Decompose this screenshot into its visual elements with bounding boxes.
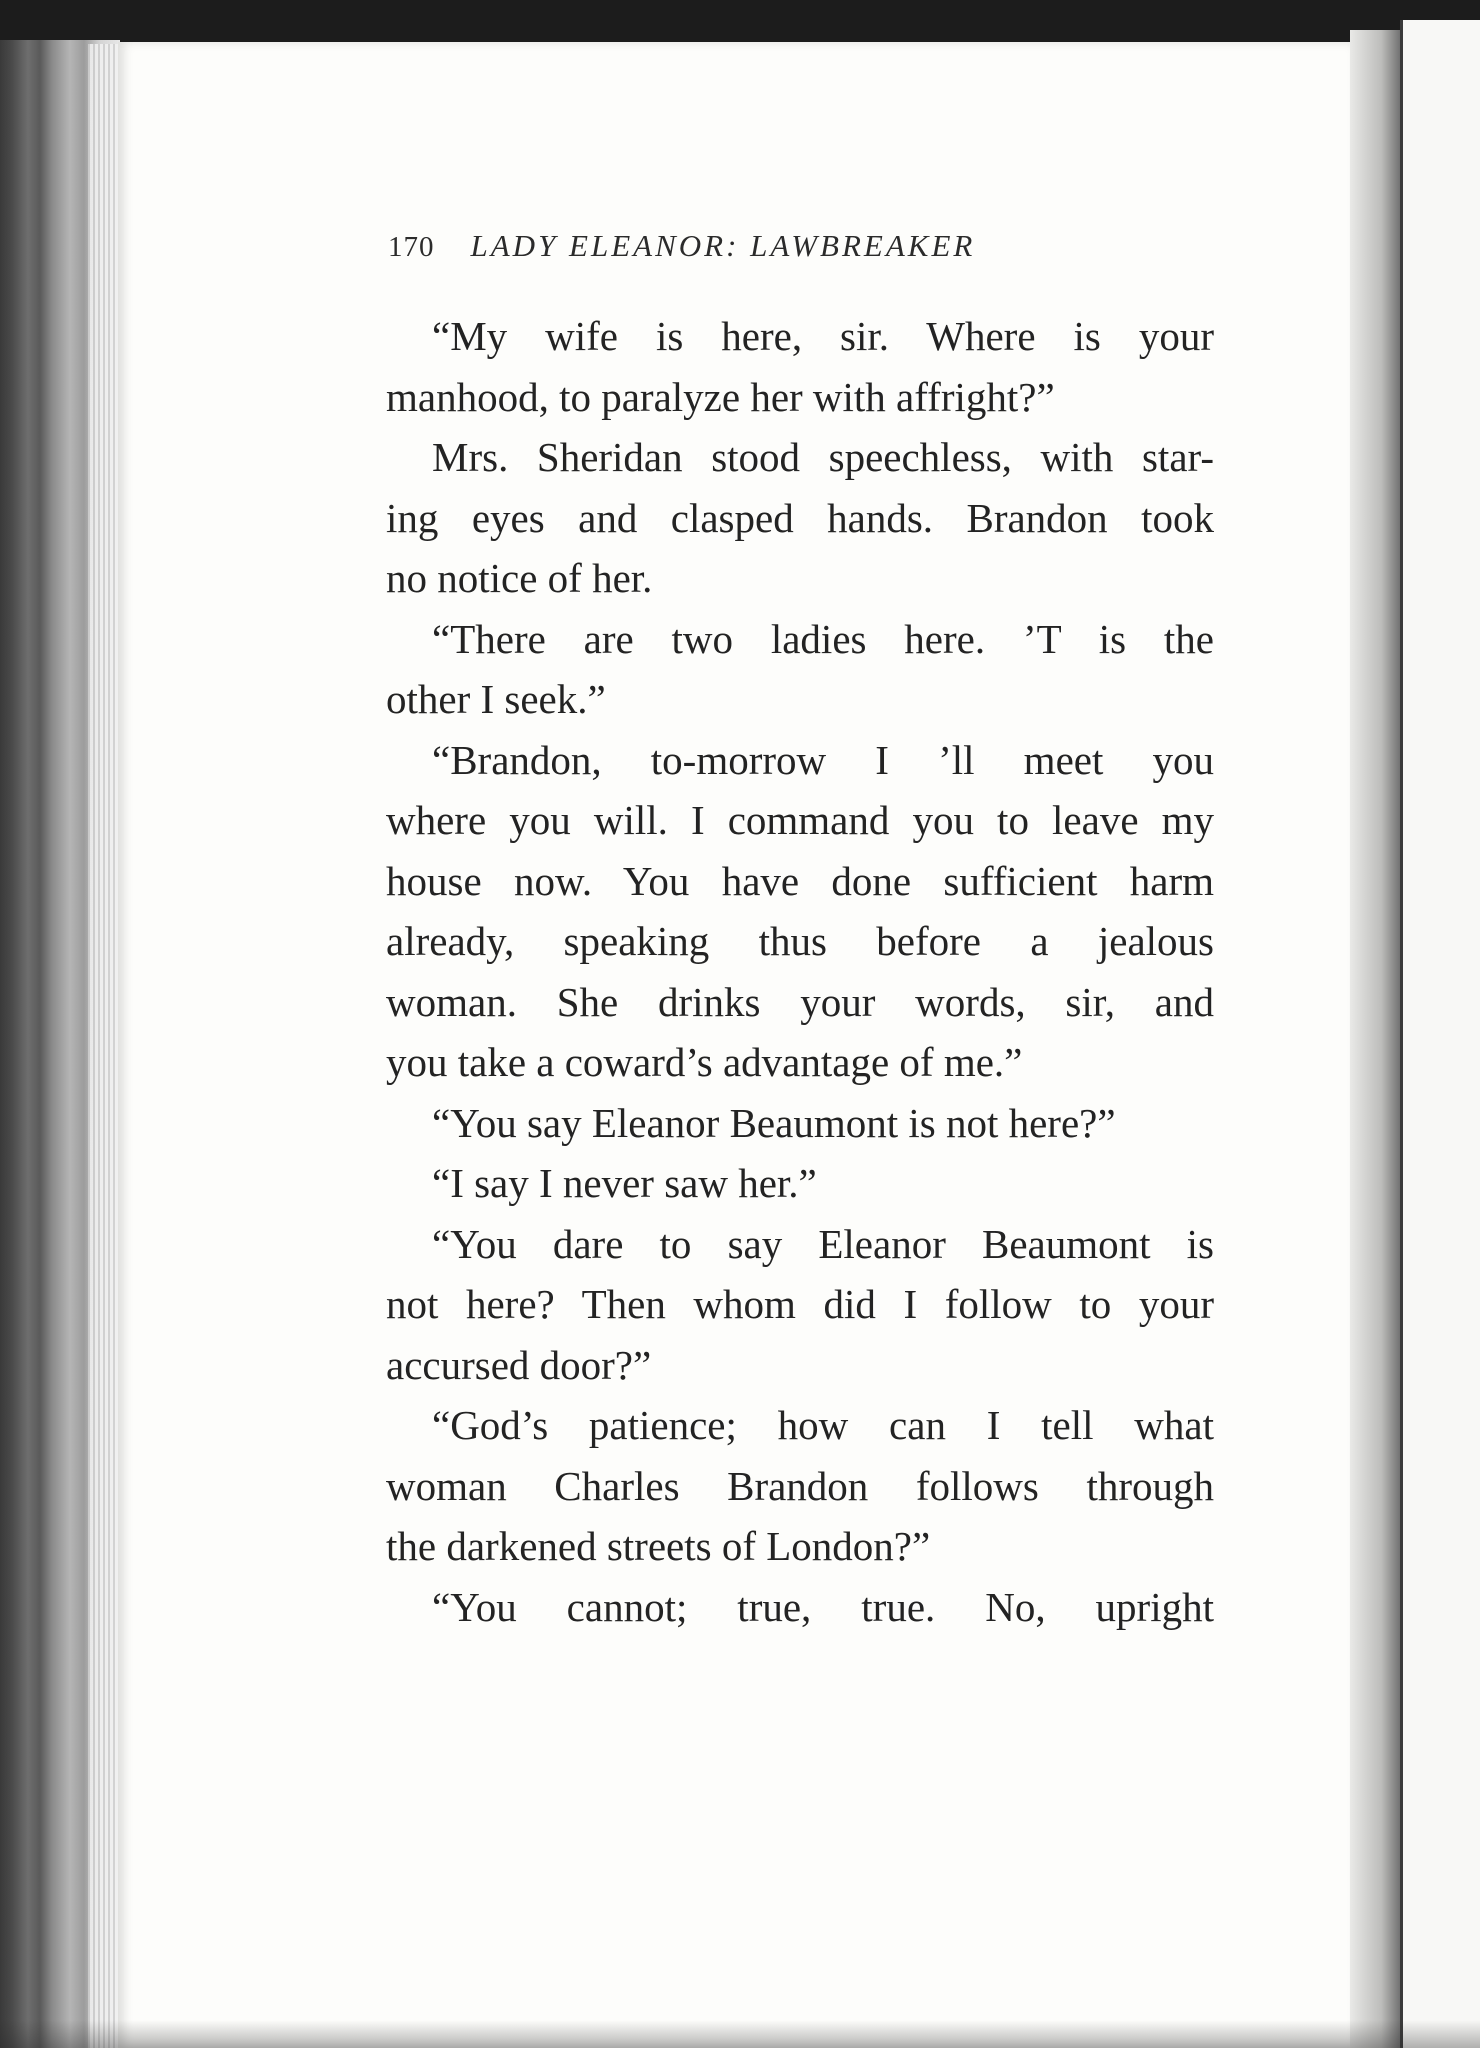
text-line: Mrs. Sheridan stood speechless, with star- (432, 434, 1214, 480)
page-number: 170 (388, 231, 435, 263)
text-line: you take a coward’s advantage of me.” (386, 1039, 1023, 1085)
text-line: “There are two ladies here. ’T is the (432, 615, 1214, 662)
text-line: woman Charles Brandon follows through (386, 1462, 1214, 1509)
text-line: not here? Then whom did I follow to your (386, 1281, 1214, 1327)
scan-bottom-edge (0, 2020, 1480, 2048)
text-line: other I seek.” (386, 676, 606, 722)
text-line: “I say I never saw her.” (432, 1160, 817, 1206)
page-stack-edge (88, 44, 118, 2048)
text-line: “You dare to say Eleanor Beaumont is (432, 1220, 1214, 1267)
body-text (386, 306, 1214, 1637)
text-line: the darkened streets of London?” (386, 1523, 931, 1569)
text-line: woman. She drinks your words, sir, and (386, 978, 1214, 1025)
text-line: manhood, to paralyze her with affright?” (386, 373, 1055, 420)
text-line: accursed door?” (386, 1341, 652, 1388)
gutter-shadow (1350, 30, 1402, 2048)
text-line: where you will. I command you to leave my (386, 797, 1214, 843)
text-line: house now. You have done sufficient harm (386, 857, 1214, 904)
text-line: no notice of her. (386, 555, 653, 601)
text-line: already, speaking thus before a jealous (386, 918, 1214, 964)
running-head (388, 228, 1218, 278)
text-line: “My wife is here, sir. Where is your (432, 313, 1214, 359)
text-line: “God’s patience; how can I tell what (432, 1402, 1214, 1448)
running-title: LADY ELEANOR: LAWBREAKER (470, 228, 976, 263)
text-line: “You say Eleanor Beaumont is not here?” (432, 1099, 1116, 1146)
text-line: “Brandon, to-morrow I ’ll meet you (432, 736, 1214, 783)
facing-page (1400, 20, 1480, 2048)
text-line: ing eyes and clasped hands. Brandon took (386, 494, 1214, 541)
text-line: “You cannot; true, true. No, upright (432, 1583, 1214, 1630)
